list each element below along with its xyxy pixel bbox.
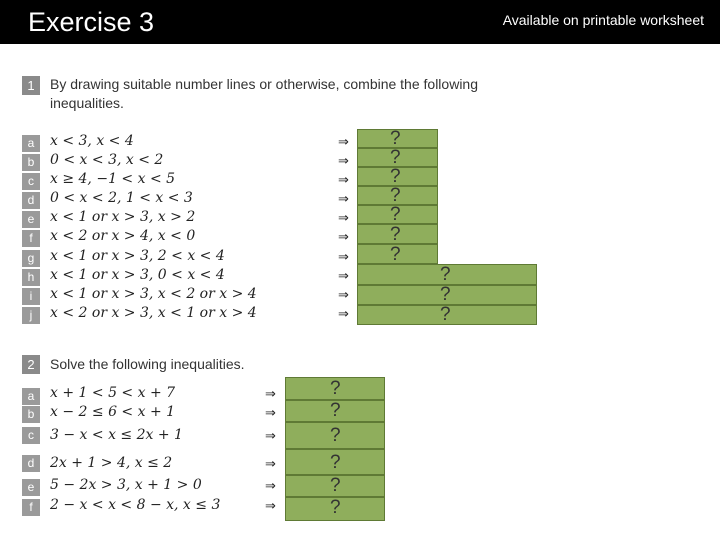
implies-arrow: ⇒: [338, 192, 349, 207]
item-label: f: [22, 230, 40, 247]
inequality-text: 2x + 1 > 4, x ≤ 2: [50, 455, 173, 471]
implies-arrow: ⇒: [265, 429, 276, 444]
inequality-text: x < 1 or x > 3, 0 < x < 4: [50, 267, 225, 283]
item-label: a: [22, 388, 40, 405]
inequality-text: x < 1 or x > 3, 2 < x < 4: [50, 248, 225, 264]
implies-arrow: ⇒: [338, 269, 349, 284]
item-label: b: [22, 154, 40, 171]
item-label: d: [22, 192, 40, 209]
implies-arrow: ⇒: [338, 250, 349, 265]
implies-arrow: ⇒: [338, 307, 349, 322]
answer-placeholder-d: ?: [330, 452, 341, 473]
answer-placeholder-i: ?: [440, 284, 451, 305]
question-2-number: 2: [22, 355, 40, 374]
item-label: f: [22, 499, 40, 516]
inequality-text: x − 2 ≤ 6 < x + 1: [50, 404, 176, 420]
answer-placeholder-c: ?: [390, 166, 401, 187]
implies-arrow: ⇒: [338, 288, 349, 303]
item-label: h: [22, 269, 40, 286]
answer-placeholder-b: ?: [390, 147, 401, 168]
inequality-text: x < 1 or x > 3, x > 2: [50, 209, 196, 225]
worksheet-note: Available on printable worksheet: [502, 12, 704, 28]
inequality-text: 0 < x < 2, 1 < x < 3: [50, 190, 193, 206]
implies-arrow: ⇒: [338, 173, 349, 188]
inequality-text: 5 − 2x > 3, x + 1 > 0: [50, 477, 202, 493]
header-bar: [0, 0, 720, 44]
inequality-text: 0 < x < 3, x < 2: [50, 152, 164, 168]
answer-placeholder-d: ?: [390, 185, 401, 206]
item-label: e: [22, 211, 40, 228]
inequality-text: x < 2 or x > 3, x < 1 or x > 4: [50, 305, 257, 321]
inequality-text: x < 2 or x > 4, x < 0: [50, 228, 196, 244]
item-label: a: [22, 135, 40, 152]
inequality-text: 2 − x < x < 8 − x, x ≤ 3: [50, 497, 221, 513]
page-title: Exercise 3: [28, 7, 155, 37]
question-2-prompt: Solve the following inequalities.: [50, 356, 245, 372]
implies-arrow: ⇒: [265, 499, 276, 514]
item-label: c: [22, 427, 40, 444]
item-label: b: [22, 406, 40, 423]
inequality-text: x < 3, x < 4: [50, 133, 134, 149]
answer-placeholder-j: ?: [440, 304, 451, 325]
implies-arrow: ⇒: [265, 406, 276, 421]
inequality-text: 3 − x < x ≤ 2x + 1: [50, 427, 183, 443]
question-1-number: 1: [22, 76, 40, 95]
question-1-prompt-line1: By drawing suitable number lines or otherwise, combine the following: [50, 76, 478, 92]
answer-placeholder-c: ?: [330, 425, 341, 446]
answer-placeholder-g: ?: [390, 244, 401, 265]
inequality-text: x + 1 < 5 < x + 7: [50, 385, 176, 401]
item-label: c: [22, 173, 40, 190]
item-label: d: [22, 455, 40, 472]
answer-placeholder-e: ?: [390, 204, 401, 225]
answer-placeholder-f: ?: [330, 497, 341, 518]
inequality-text: x ≥ 4, −1 < x < 5: [50, 171, 176, 187]
answer-placeholder-a: ?: [390, 128, 401, 149]
inequality-text: x < 1 or x > 3, x < 2 or x > 4: [50, 286, 257, 302]
answer-placeholder-e: ?: [330, 475, 341, 496]
answer-placeholder-b: ?: [330, 400, 341, 421]
answer-placeholder-f: ?: [390, 224, 401, 245]
answer-placeholder-a: ?: [330, 378, 341, 399]
implies-arrow: ⇒: [265, 457, 276, 472]
implies-arrow: ⇒: [338, 211, 349, 226]
implies-arrow: ⇒: [338, 230, 349, 245]
question-1-prompt-line2: inequalities.: [50, 95, 124, 111]
item-label: i: [22, 288, 40, 305]
item-label: j: [22, 307, 40, 324]
implies-arrow: ⇒: [338, 135, 349, 150]
answer-placeholder-h: ?: [440, 264, 451, 285]
item-label: e: [22, 479, 40, 496]
implies-arrow: ⇒: [338, 154, 349, 169]
implies-arrow: ⇒: [265, 387, 276, 402]
item-label: g: [22, 250, 40, 267]
implies-arrow: ⇒: [265, 479, 276, 494]
